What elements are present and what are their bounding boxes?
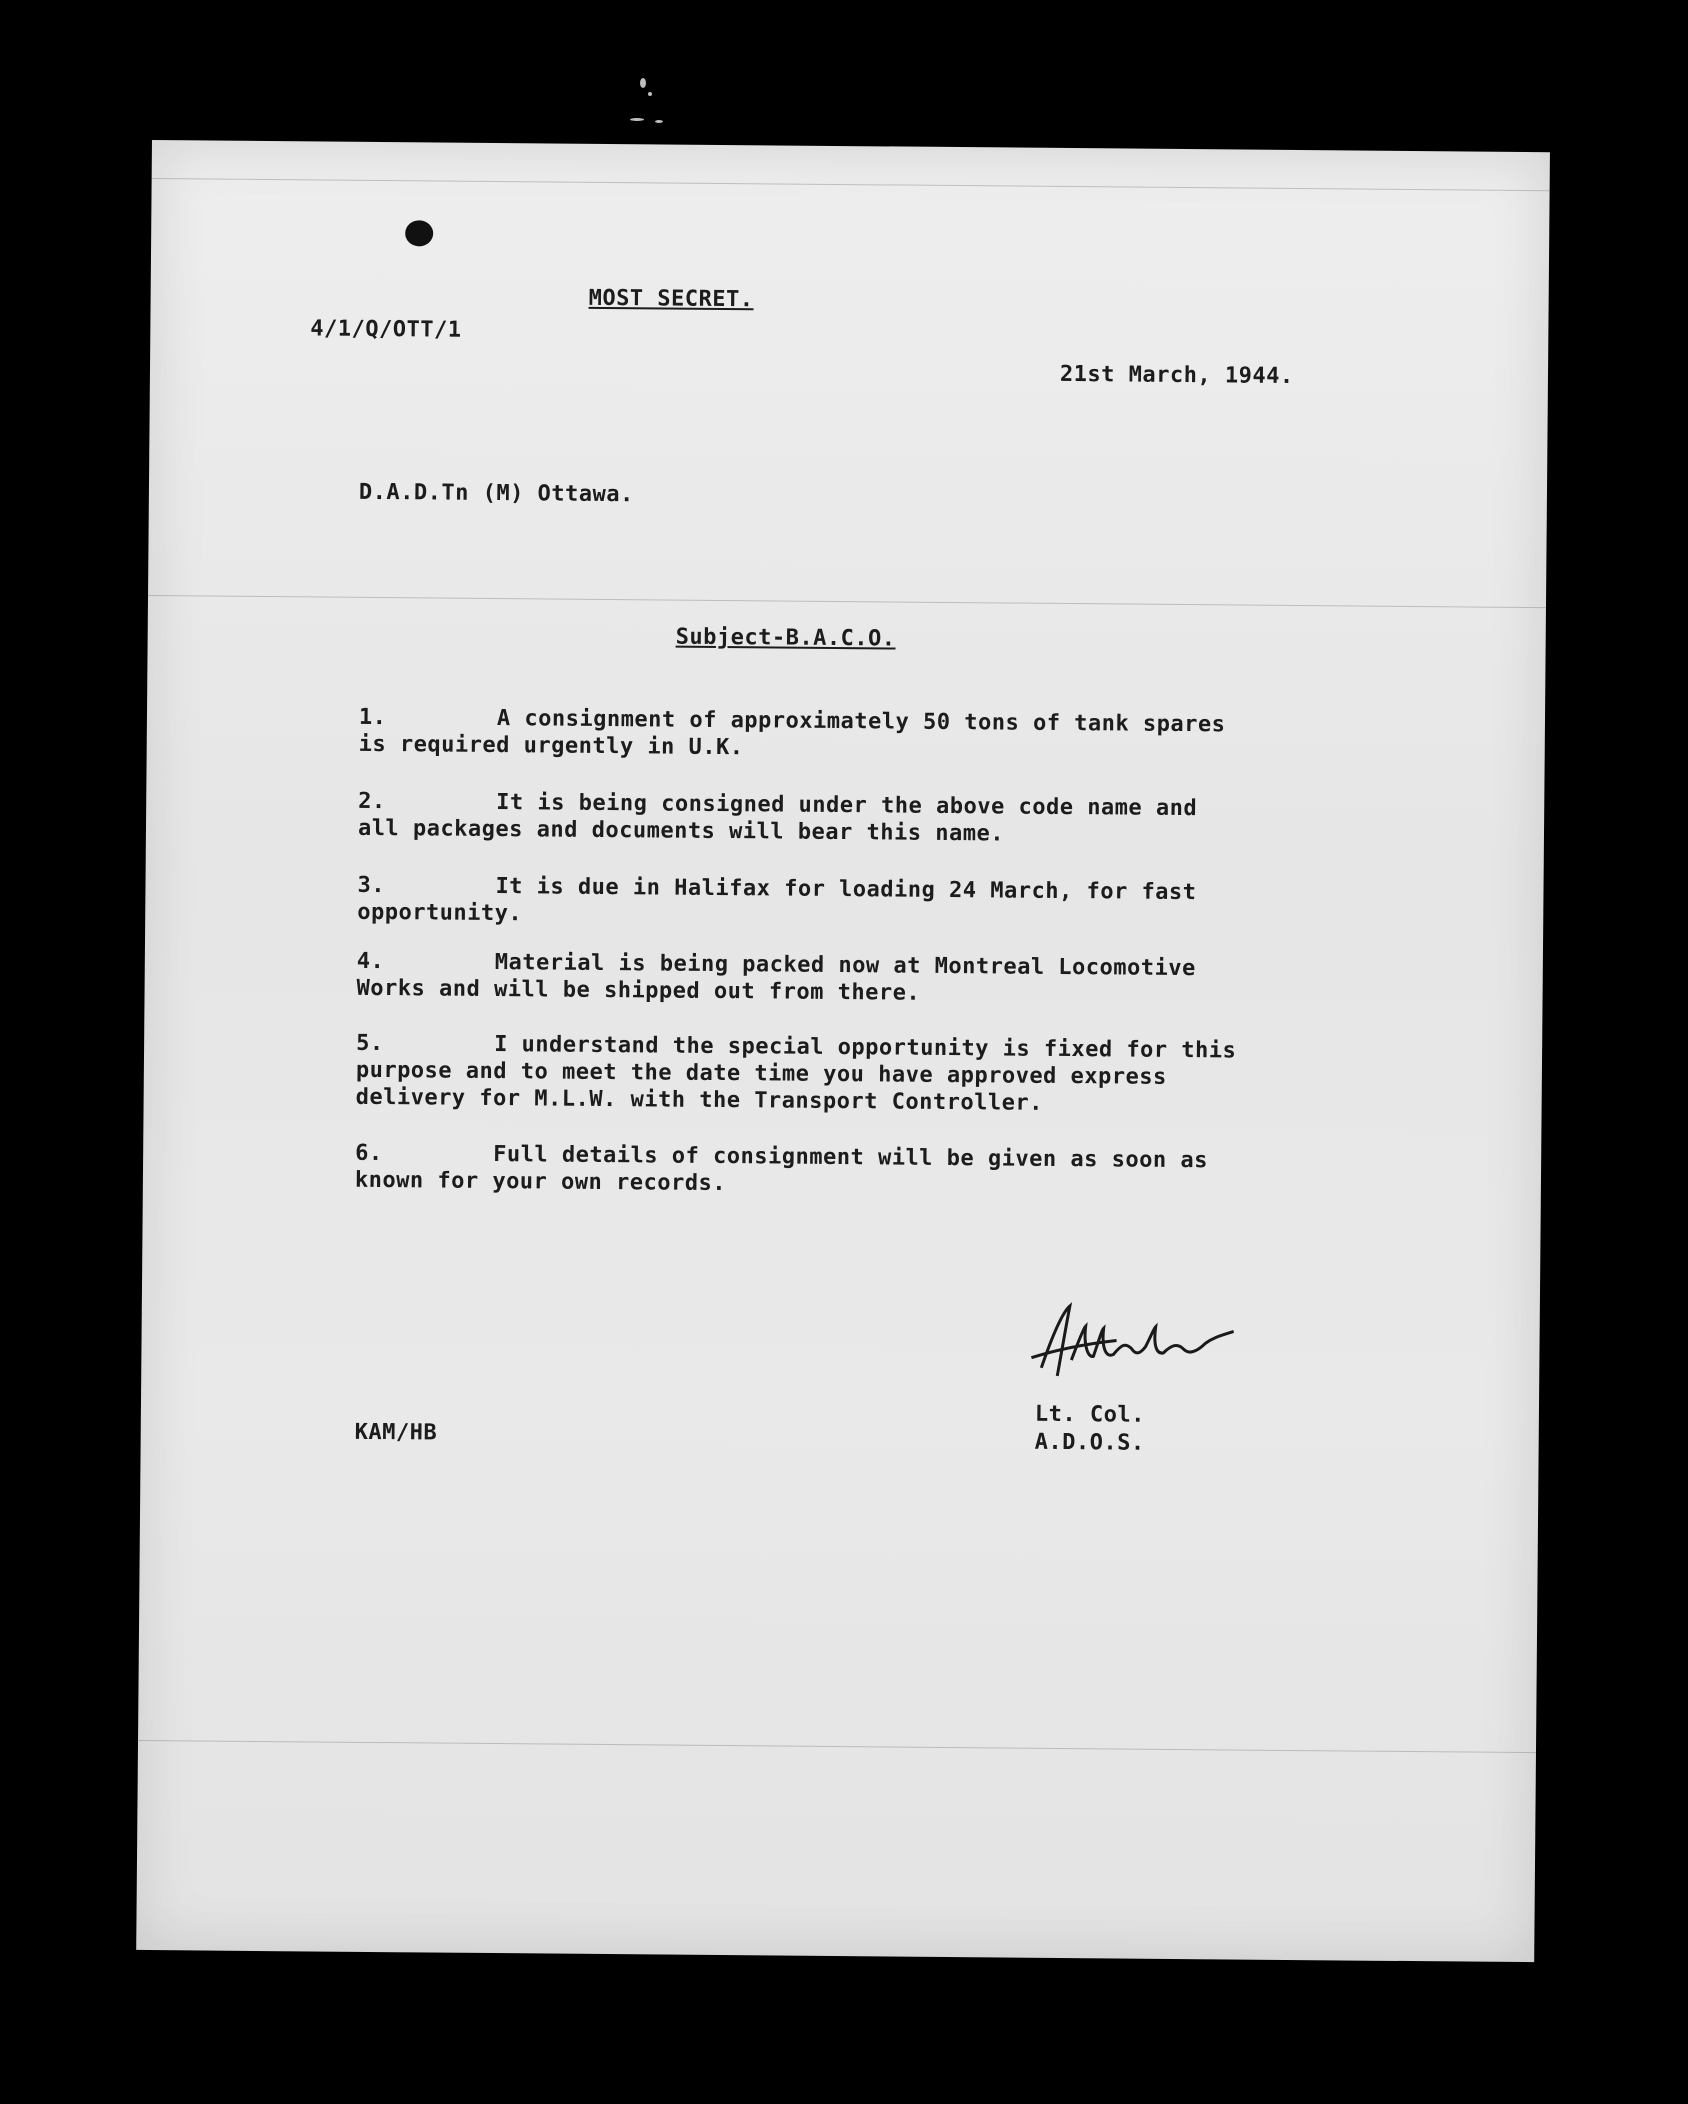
paragraph-number: 6.	[355, 1140, 383, 1167]
handwritten-signature	[1021, 1298, 1252, 1390]
paragraph-number: 2.	[358, 788, 386, 815]
paragraph-line: I understand the special opportunity is fixed for this	[494, 1032, 1237, 1064]
fold-line	[152, 178, 1550, 191]
scan-speck	[630, 118, 644, 121]
paragraph-line: Works and will be shipped out from there.	[356, 975, 921, 1006]
paragraph-line: purpose and to meet the date time you have approved express	[355, 1057, 1167, 1090]
paragraph-number: 3.	[357, 872, 386, 899]
paragraph-line: all packages and documents will bear this name.	[357, 815, 1005, 847]
addressee: D.A.D.Tn (M) Ottawa.	[358, 479, 634, 508]
scan-speck	[655, 120, 663, 123]
signature-title: A.D.O.S.	[1034, 1429, 1145, 1456]
classification-heading: MOST SECRET.	[588, 285, 754, 313]
punch-hole	[405, 220, 433, 246]
paragraph-line: Full details of consignment will be given as soon as	[493, 1142, 1208, 1174]
paragraph-number: 5.	[356, 1030, 384, 1057]
paragraph	[356, 948, 1256, 1010]
typist-initials: KAM/HB	[354, 1419, 438, 1446]
reference-number: 4/1/Q/OTT/1	[310, 316, 462, 343]
scan-speck	[640, 78, 646, 88]
fold-line	[148, 595, 1546, 608]
paragraph-line: is required urgently in U.K.	[358, 731, 744, 761]
paragraph-line: It is being consigned under the above code name and	[496, 790, 1198, 822]
paragraph-line: It is due in Halifax for loading 24 March, for fast	[495, 874, 1197, 906]
subject-heading: Subject-B.A.C.O.	[675, 624, 896, 652]
paragraph-number: 1.	[358, 704, 387, 731]
paragraph	[357, 872, 1257, 934]
fold-line	[138, 1740, 1536, 1753]
paragraph-line: A consignment of approximately 50 tons of tank spares	[496, 706, 1226, 738]
paper-sheet	[136, 140, 1550, 1962]
paragraph-line: known for your own records.	[354, 1167, 727, 1197]
scan-speck	[648, 92, 652, 96]
paragraph	[359, 704, 1259, 766]
paragraph-line: Material is being packed now at Montreal Locomotive	[494, 950, 1196, 982]
signature-rank: Lt. Col.	[1034, 1401, 1145, 1428]
paragraph-line: opportunity.	[357, 899, 523, 927]
paragraph	[355, 1140, 1255, 1202]
paragraph-number: 4.	[356, 948, 385, 975]
paragraph-line: delivery for M.L.W. with the Transport Controller.	[355, 1084, 1044, 1116]
paragraph	[356, 1030, 1257, 1119]
paragraph	[358, 788, 1258, 850]
document-date: 21st March, 1944.	[1059, 361, 1294, 389]
